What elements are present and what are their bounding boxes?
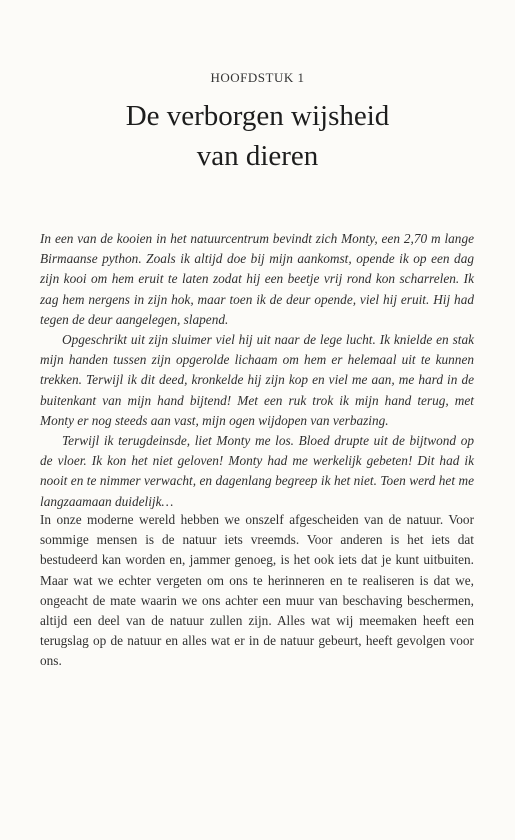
chapter-title [0,96,515,176]
main-paragraph: In onze moderne wereld hebben we onszelf afgescheiden van de natuur. Voor sommige mensen is de natuur iets vreemds. Voor anderen is het iets dat bestudeerd kan worden en, jammer genoeg, is het ook iets dat je kunt uitbuiten. Maar wat we echter vergeten om ons te herinneren en te realiseren is dat we, ongeacht de mate waarin we ons achter een muur van beschaving beschermen, altijd een deel van de natuur zullen zijn. Alles wat wij meemaken heeft een terugslag op de natuur en alles wat er in de natuur gebeurt, heeft gevolgen voor ons. [40,512,474,669]
intro-text [40,229,474,512]
main-text [40,510,474,672]
intro-paragraph-2: Opgeschrikt uit zijn sluimer viel hij uit naar de lege lucht. Ik knielde en stak mijn handen tussen zijn opgerolde lichaam om hem er helemaal uit te kunnen trekken. Terwijl ik dit deed, kronkelde hij zijn kop en viel me aan, me hard in de buitenkant van mijn hand bijtend! Met een ruk trok ik mijn hand terug, met Monty er nog steeds aan vast, mijn ogen wijdopen van verbazing. [40,332,474,428]
chapter-title-line-1: De verborgen wijsheid [125,100,390,132]
chapter-label: HOOFDSTUK 1 [210,70,305,85]
chapter-title-line-2: van dieren [196,140,319,172]
intro-paragraph-1: In een van de kooien in het natuurcentrum bevindt zich Monty, een 2,70 m lange Birmaanse python. Zoals ik altijd doe bij mijn aankomst, opende ik op een dag zijn kooi om hem eruit te laten zodat hij een beetje vrij rond kon scharrelen. Ik zag hem nergens in zijn hok, maar toen ik de deur opende, viel hij eruit. Hij had tegen de deur aangelegen, slapend. [40,231,474,327]
intro-paragraph-3: Terwijl ik terugdeinsde, liet Monty me los. Bloed drupte uit de bijtwond op de vloer. Ik kon het niet geloven! Monty had me werkelijk gebeten! Dit had ik nooit en te nimmer verwacht, en dagenlang begreep ik het niet. Toen werd het me langzaamaan duidelijk… [40,433,474,509]
